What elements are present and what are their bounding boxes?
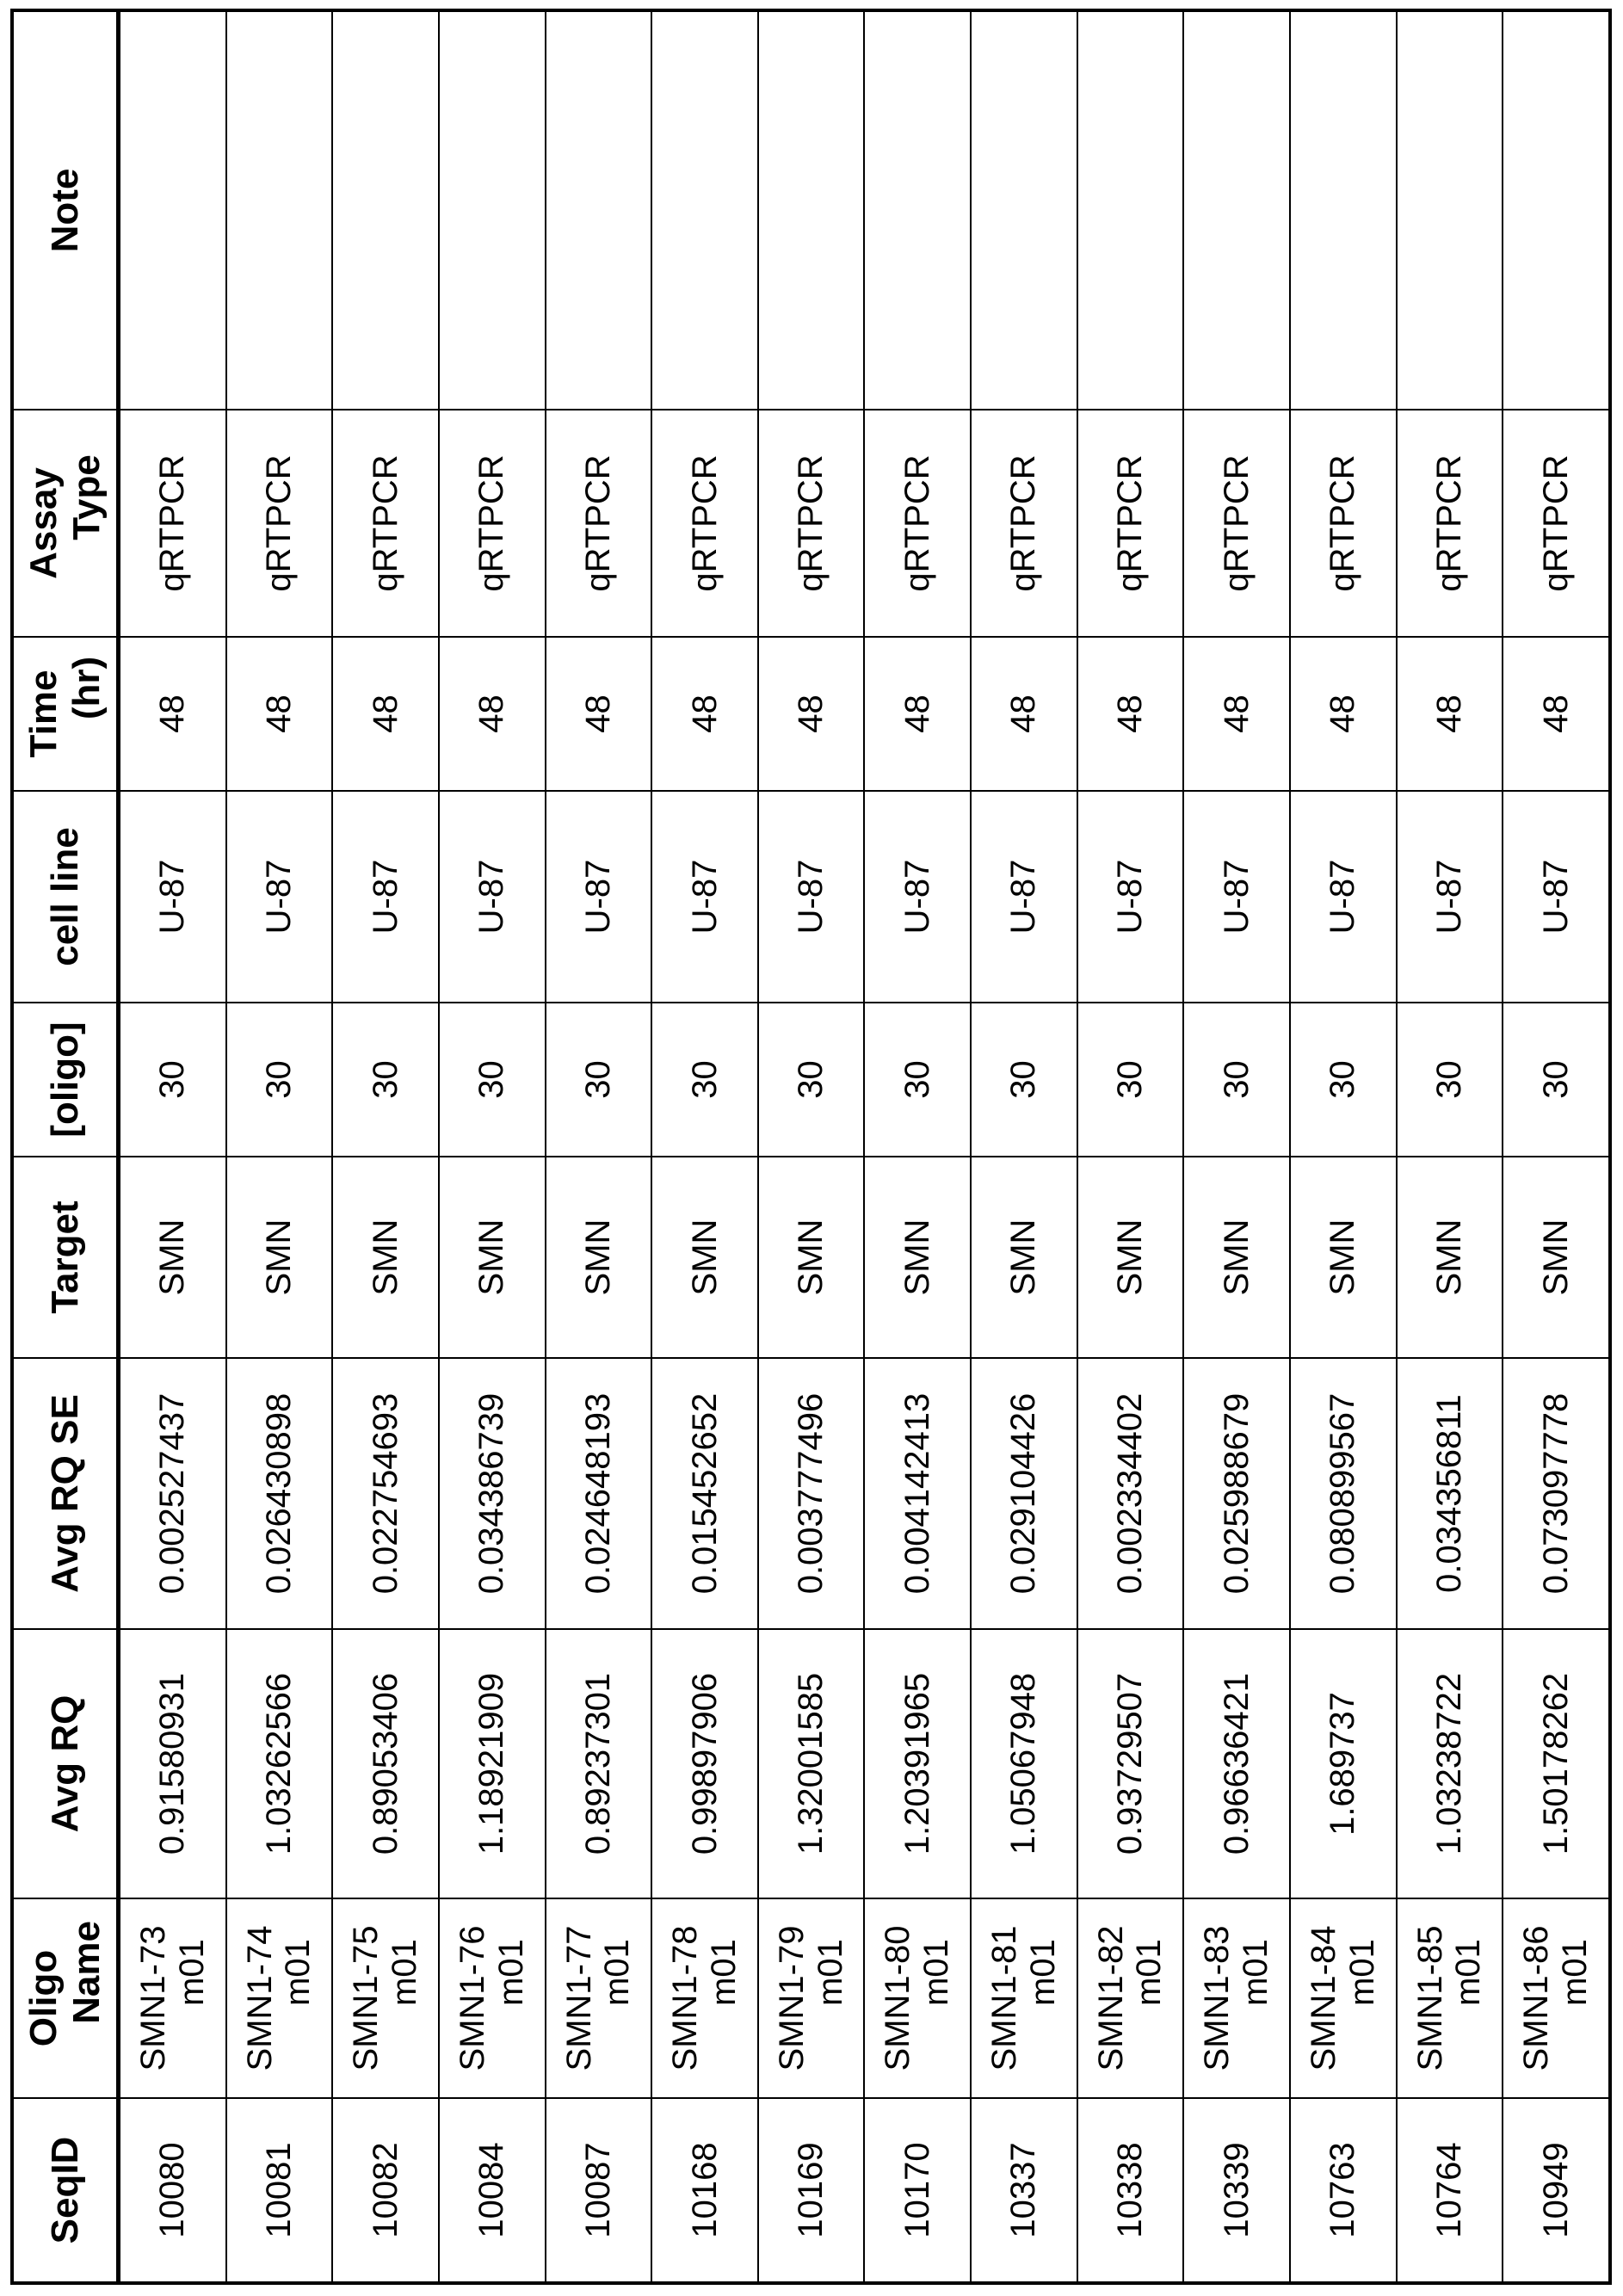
cell-time: 48	[439, 637, 546, 791]
cell-oligo-name	[758, 1898, 865, 2098]
cell-oligo-conc: 30	[439, 1003, 546, 1157]
cell-cell-line: U-87	[1290, 791, 1397, 1003]
cell-avg-rq-se: 0.034386739	[439, 1358, 546, 1629]
cell-note	[1503, 10, 1610, 410]
cell-oligo-conc: 30	[1503, 1003, 1610, 1157]
cell-time: 48	[1397, 637, 1503, 791]
cell-note	[651, 10, 758, 410]
cell-avg-rq: 1.689737	[1290, 1629, 1397, 1898]
cell-oligo-conc: 30	[971, 1003, 1077, 1157]
cell-target: SMN	[1503, 1157, 1610, 1358]
cell-seqid: 10337	[971, 2098, 1077, 2283]
cell-note	[864, 10, 971, 410]
cell-cell-line: U-87	[1077, 791, 1184, 1003]
cell-avg-rq-se: 0.025988679	[1183, 1358, 1290, 1629]
oligo-results-table	[10, 9, 1612, 2285]
cell-cell-line: U-87	[1503, 791, 1610, 1003]
rotated-table-container	[10, 12, 1612, 2285]
header-time-line1: Time	[22, 670, 65, 758]
header-row	[12, 10, 119, 2283]
cell-oligo-name	[864, 1898, 971, 2098]
cell-avg-rq: 1.20391965	[864, 1629, 971, 1898]
cell-seqid: 10339	[1183, 2098, 1290, 2283]
cell-seqid: 10084	[439, 2098, 546, 2283]
cell-oligo-name-line1: SMN1-74	[240, 1925, 279, 2071]
cell-avg-rq-se: 0.015452652	[651, 1358, 758, 1629]
cell-time: 48	[119, 637, 226, 791]
cell-time: 48	[971, 637, 1077, 791]
cell-oligo-conc: 30	[546, 1003, 652, 1157]
cell-assay-type: qRTPCR	[546, 410, 652, 637]
cell-oligo-name-line2: m01	[279, 1939, 318, 2006]
cell-avg-rq: 1.32001585	[758, 1629, 865, 1898]
cell-oligo-name	[119, 1898, 226, 2098]
cell-avg-rq-se: 0.002334402	[1077, 1358, 1184, 1629]
cell-cell-line: U-87	[758, 791, 865, 1003]
cell-assay-type: qRTPCR	[332, 410, 439, 637]
table-row	[971, 10, 1077, 2283]
cell-oligo-name	[1290, 1898, 1397, 2098]
cell-oligo-name	[332, 1898, 439, 2098]
cell-target: SMN	[546, 1157, 652, 1358]
cell-avg-rq: 1.03238722	[1397, 1629, 1503, 1898]
cell-assay-type: qRTPCR	[864, 410, 971, 637]
table-row	[1183, 10, 1290, 2283]
cell-avg-rq-se: 0.024648193	[546, 1358, 652, 1629]
cell-oligo-name-line1: SMN1-79	[772, 1925, 811, 2071]
cell-oligo-conc: 30	[226, 1003, 333, 1157]
cell-time: 48	[1503, 637, 1610, 791]
cell-avg-rq-se: 0.034356811	[1397, 1358, 1503, 1629]
table-row	[226, 10, 333, 2283]
table-row	[651, 10, 758, 2283]
cell-note	[546, 10, 652, 410]
cell-cell-line: U-87	[1183, 791, 1290, 1003]
cell-assay-type: qRTPCR	[1077, 410, 1184, 637]
header-seqid: SeqID	[12, 2098, 119, 2283]
cell-avg-rq: 0.96636421	[1183, 1629, 1290, 1898]
cell-oligo-name	[971, 1898, 1077, 2098]
cell-oligo-name-line1: SMN1-82	[1091, 1925, 1130, 2071]
cell-target: SMN	[119, 1157, 226, 1358]
cell-target: SMN	[971, 1157, 1077, 1358]
cell-avg-rq-se: 0.073097778	[1503, 1358, 1610, 1629]
cell-oligo-name-line2: m01	[491, 1939, 530, 2006]
cell-seqid: 10763	[1290, 2098, 1397, 2283]
table-body	[119, 10, 1611, 2283]
cell-note	[1290, 10, 1397, 410]
cell-avg-rq: 1.05067948	[971, 1629, 1077, 1898]
cell-oligo-name-line2: m01	[811, 1939, 849, 2006]
cell-oligo-name-line1: SMN1-78	[666, 1925, 705, 2071]
cell-seqid: 10338	[1077, 2098, 1184, 2283]
cell-cell-line: U-87	[864, 791, 971, 1003]
cell-avg-rq-se: 0.002527437	[119, 1358, 226, 1629]
table-row	[1397, 10, 1503, 2283]
cell-oligo-name-line1: SMN1-83	[1198, 1925, 1237, 2071]
cell-oligo-name-line2: m01	[1556, 1939, 1595, 2006]
table-row	[439, 10, 546, 2283]
cell-target: SMN	[332, 1157, 439, 1358]
cell-assay-type: qRTPCR	[758, 410, 865, 637]
cell-oligo-name-line1: SMN1-77	[559, 1925, 598, 2071]
cell-target: SMN	[226, 1157, 333, 1358]
cell-note	[1077, 10, 1184, 410]
cell-note	[439, 10, 546, 410]
cell-oligo-name-line1: SMN1-73	[134, 1925, 173, 2071]
cell-seqid: 10169	[758, 2098, 865, 2283]
header-cell-line: cell line	[12, 791, 119, 1003]
cell-oligo-name	[1183, 1898, 1290, 2098]
cell-seqid: 10949	[1503, 2098, 1610, 2283]
cell-avg-rq: 1.03262566	[226, 1629, 333, 1898]
header-assay-type	[12, 410, 119, 637]
cell-note	[119, 10, 226, 410]
cell-note	[971, 10, 1077, 410]
table-row	[1503, 10, 1610, 2283]
cell-avg-rq: 0.99897906	[651, 1629, 758, 1898]
cell-oligo-name-line1: SMN1-81	[985, 1925, 1024, 2071]
cell-target: SMN	[1290, 1157, 1397, 1358]
cell-time: 48	[226, 637, 333, 791]
cell-target: SMN	[651, 1157, 758, 1358]
cell-avg-rq: 1.50178262	[1503, 1629, 1610, 1898]
cell-oligo-conc: 30	[758, 1003, 865, 1157]
cell-oligo-name-line2: m01	[598, 1939, 637, 2006]
cell-oligo-name-line2: m01	[1342, 1939, 1381, 2006]
cell-target: SMN	[1077, 1157, 1184, 1358]
cell-oligo-name-line1: SMN1-84	[1304, 1925, 1342, 2071]
cell-oligo-name	[651, 1898, 758, 2098]
cell-oligo-name	[226, 1898, 333, 2098]
cell-assay-type: qRTPCR	[651, 410, 758, 637]
cell-oligo-name-line2: m01	[172, 1939, 211, 2006]
cell-cell-line: U-87	[971, 791, 1077, 1003]
cell-assay-type: qRTPCR	[1503, 410, 1610, 637]
cell-oligo-conc: 30	[1397, 1003, 1503, 1157]
cell-time: 48	[546, 637, 652, 791]
cell-oligo-conc: 30	[119, 1003, 226, 1157]
cell-cell-line: U-87	[226, 791, 333, 1003]
cell-assay-type: qRTPCR	[226, 410, 333, 637]
table-row	[119, 10, 226, 2283]
header-avg-rq: Avg RQ	[12, 1629, 119, 1898]
cell-note	[332, 10, 439, 410]
cell-time: 48	[1183, 637, 1290, 791]
header-note: Note	[12, 10, 119, 410]
cell-avg-rq-se: 0.003777496	[758, 1358, 865, 1629]
cell-oligo-name-line2: m01	[704, 1939, 743, 2006]
header-assay-type-line1: Assay	[22, 467, 65, 579]
cell-oligo-name-line1: SMN1-75	[347, 1925, 386, 2071]
cell-seqid: 10170	[864, 2098, 971, 2283]
cell-note	[1183, 10, 1290, 410]
cell-seqid: 10168	[651, 2098, 758, 2283]
cell-note	[226, 10, 333, 410]
table-row	[864, 10, 971, 2283]
cell-oligo-name-line2: m01	[1449, 1939, 1488, 2006]
cell-oligo-name	[1397, 1898, 1503, 2098]
header-time	[12, 637, 119, 791]
cell-seqid: 10082	[332, 2098, 439, 2283]
cell-avg-rq-se: 0.026430898	[226, 1358, 333, 1629]
cell-oligo-name-line1: SMN1-76	[453, 1925, 491, 2071]
cell-note	[1397, 10, 1503, 410]
cell-oligo-conc: 30	[332, 1003, 439, 1157]
cell-seqid: 10081	[226, 2098, 333, 2283]
cell-oligo-conc: 30	[864, 1003, 971, 1157]
header-oligo-conc: [oligo]	[12, 1003, 119, 1157]
cell-time: 48	[1290, 637, 1397, 791]
cell-time: 48	[758, 637, 865, 791]
cell-oligo-name	[546, 1898, 652, 2098]
cell-avg-rq-se: 0.004142413	[864, 1358, 971, 1629]
cell-avg-rq: 1.18921909	[439, 1629, 546, 1898]
cell-target: SMN	[439, 1157, 546, 1358]
header-time-line2: (hr)	[65, 656, 108, 720]
cell-time: 48	[864, 637, 971, 791]
cell-oligo-name	[439, 1898, 546, 2098]
cell-oligo-conc: 30	[1290, 1003, 1397, 1157]
cell-avg-rq: 0.89237301	[546, 1629, 652, 1898]
cell-cell-line: U-87	[439, 791, 546, 1003]
table-row	[546, 10, 652, 2283]
cell-assay-type: qRTPCR	[971, 410, 1077, 637]
cell-target: SMN	[1183, 1157, 1290, 1358]
cell-assay-type: qRTPCR	[1397, 410, 1503, 637]
header-avg-rq-se: Avg RQ SE	[12, 1358, 119, 1629]
cell-avg-rq: 0.93729507	[1077, 1629, 1184, 1898]
header-oligo-name	[12, 1898, 119, 2098]
table-row	[758, 10, 865, 2283]
cell-cell-line: U-87	[546, 791, 652, 1003]
cell-oligo-name	[1503, 1898, 1610, 2098]
cell-seqid: 10080	[119, 2098, 226, 2283]
cell-oligo-name-line1: SMN1-85	[1410, 1925, 1449, 2071]
cell-avg-rq-se: 0.080899567	[1290, 1358, 1397, 1629]
cell-avg-rq: 0.91580931	[119, 1629, 226, 1898]
header-oligo-name-line2: Name	[65, 1921, 108, 2024]
header-target: Target	[12, 1157, 119, 1358]
cell-assay-type: qRTPCR	[439, 410, 546, 637]
header-assay-type-line2: Type	[65, 454, 108, 540]
cell-target: SMN	[758, 1157, 865, 1358]
cell-oligo-name-line2: m01	[1023, 1939, 1062, 2006]
cell-oligo-name-line2: m01	[386, 1939, 424, 2006]
table-row	[1290, 10, 1397, 2283]
cell-target: SMN	[1397, 1157, 1503, 1358]
cell-cell-line: U-87	[119, 791, 226, 1003]
cell-cell-line: U-87	[332, 791, 439, 1003]
cell-oligo-name-line1: SMN1-80	[879, 1925, 917, 2071]
table-row	[332, 10, 439, 2283]
header-oligo-name-line1: Oligo	[22, 1949, 65, 2047]
cell-avg-rq-se: 0.029104426	[971, 1358, 1077, 1629]
cell-time: 48	[332, 637, 439, 791]
cell-oligo-conc: 30	[1183, 1003, 1290, 1157]
cell-oligo-conc: 30	[651, 1003, 758, 1157]
cell-oligo-name-line2: m01	[917, 1939, 956, 2006]
cell-avg-rq-se: 0.022754693	[332, 1358, 439, 1629]
table-row	[1077, 10, 1184, 2283]
cell-oligo-conc: 30	[1077, 1003, 1184, 1157]
cell-seqid: 10764	[1397, 2098, 1503, 2283]
cell-cell-line: U-87	[1397, 791, 1503, 1003]
cell-oligo-name-line2: m01	[1237, 1939, 1275, 2006]
cell-oligo-name-line1: SMN1-86	[1517, 1925, 1556, 2071]
cell-assay-type: qRTPCR	[1290, 410, 1397, 637]
cell-target: SMN	[864, 1157, 971, 1358]
cell-assay-type: qRTPCR	[1183, 410, 1290, 637]
cell-cell-line: U-87	[651, 791, 758, 1003]
cell-oligo-name	[1077, 1898, 1184, 2098]
cell-oligo-name-line2: m01	[1130, 1939, 1169, 2006]
cell-time: 48	[651, 637, 758, 791]
cell-note	[758, 10, 865, 410]
cell-assay-type: qRTPCR	[119, 410, 226, 637]
cell-avg-rq: 0.89053406	[332, 1629, 439, 1898]
cell-seqid: 10087	[546, 2098, 652, 2283]
cell-time: 48	[1077, 637, 1184, 791]
